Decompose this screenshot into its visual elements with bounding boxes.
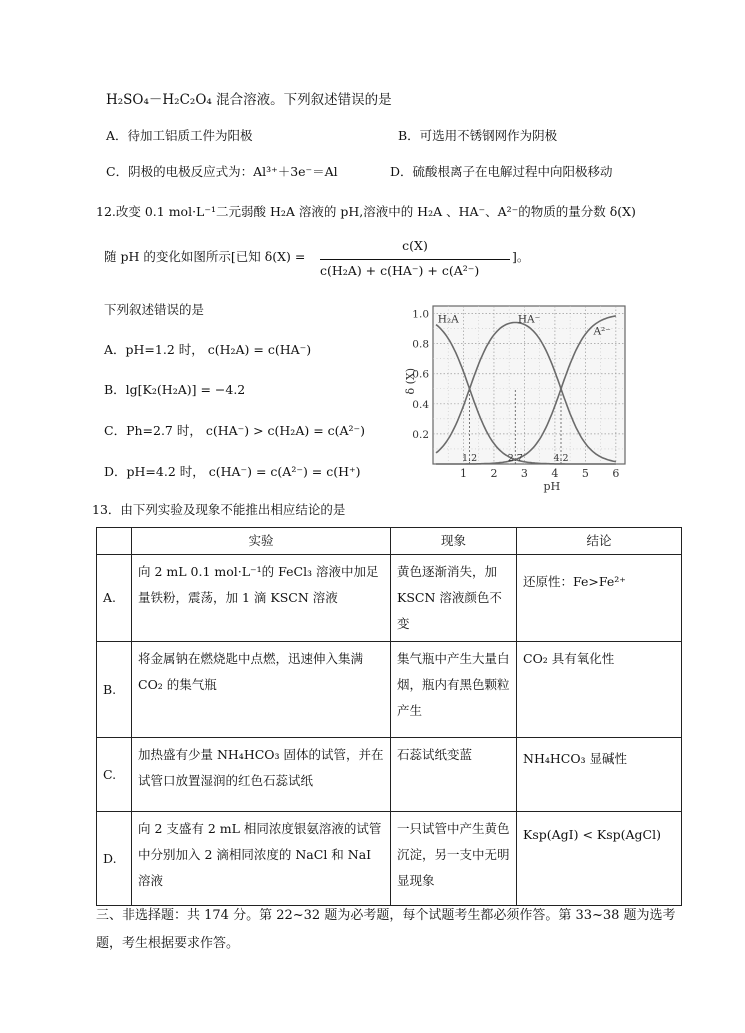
distribution-chart: [405, 300, 630, 500]
row-conclusion: CO₂ 具有氧化性: [517, 642, 682, 738]
series-label: HA⁻: [517, 313, 541, 326]
x-tick-label: 2: [490, 467, 498, 480]
y-tick-label: 1.0: [412, 308, 429, 321]
q12-stem-line2: 随 pH 的变化如图所示[已知 δ(X) =: [104, 249, 306, 264]
row-phenomenon: 黄色逐渐消失，加 KSCN 溶液颜色不变: [391, 555, 517, 642]
header-blank: [97, 528, 132, 555]
fraction-denominator: c(H₂A) + c(HA⁻) + c(A²⁻): [320, 263, 480, 278]
table-row: [97, 555, 682, 642]
fraction-numerator: c(X): [402, 238, 428, 253]
x-axis-label: pH: [543, 480, 561, 493]
annotation-label: 4.2: [553, 453, 569, 464]
row-experiment: 向 2 mL 0.1 mol·L⁻¹的 FeCl₃ 溶液中加足量铁粉，震荡，加 1 滴 KSCN 溶液: [132, 555, 391, 642]
table-row: [97, 812, 682, 906]
q12-option-d: D．pH=4.2 时， c(HA⁻) = c(A²⁻) = c(H⁺): [104, 464, 361, 479]
row-experiment: 向 2 支盛有 2 mL 相同浓度银氨溶液的试管中分别加入 2 滴相同浓度的 NaCl 和 NaI 溶液: [132, 812, 391, 906]
row-label: D.: [97, 812, 132, 906]
row-label: B.: [97, 642, 132, 738]
q12-option-b: B．lg[K₂(H₂A)] = −4.2: [104, 382, 246, 397]
annotation-label: 1.2: [462, 453, 478, 464]
row-conclusion: Ksp(AgI) < Ksp(AgCl): [517, 812, 682, 906]
y-axis-label: δ (X): [404, 367, 417, 395]
header-phenomenon: 现象: [391, 528, 517, 555]
table-header-row: [97, 528, 682, 555]
header-conclusion: 结论: [517, 528, 682, 555]
row-conclusion: NH₄HCO₃ 显碱性: [517, 738, 682, 812]
row-label: C.: [97, 738, 132, 812]
q11-option-b: B．可选用不锈钢网作为阴极: [398, 128, 558, 143]
row-label: A.: [97, 555, 132, 642]
x-tick-label: 6: [612, 467, 620, 480]
y-tick-label: 0.8: [412, 338, 429, 351]
q11-option-a: A．待加工铝质工件为阳极: [106, 128, 253, 143]
header-experiment: 实验: [132, 528, 391, 555]
q12-option-c: C．Ph=2.7 时， c(HA⁻) > c(H₂A) = c(A²⁻): [104, 423, 366, 438]
q11-option-d: D．硫酸根离子在电解过程中向阳极移动: [390, 164, 613, 179]
q12-prompt: 下列叙述错误的是: [104, 302, 205, 317]
q11-option-c: C．阴极的电极反应式为：Al³⁺＋3e⁻＝Al: [106, 164, 338, 179]
y-tick-label: 0.6: [412, 368, 429, 381]
fraction-bar: [320, 259, 510, 260]
table-row: [97, 738, 682, 812]
q11-intro: H₂SO₄－H₂C₂O₄ 混合溶液。下列叙述错误的是: [106, 92, 392, 108]
chart-svg: [405, 300, 630, 500]
x-tick-label: 5: [581, 467, 589, 480]
q12-stem-line1: 12.改变 0.1 mol·L⁻¹二元弱酸 H₂A 溶液的 pH,溶液中的 H₂A 、HA⁻、A²⁻的物质的量分数 δ(X): [96, 204, 636, 219]
row-conclusion: 还原性：Fe>Fe²⁺: [517, 555, 682, 642]
x-tick-label: 4: [551, 467, 559, 480]
section-three-instructions: 三、非选择题：共 174 分。第 22~32 题为必考题，每个试题考生都必须作答。第 33~38 题为选考题，考生根据要求作答。: [96, 908, 676, 951]
row-phenomenon: 一只试管中产生黄色沉淀，另一支中无明显现象: [391, 812, 517, 906]
table-row: [97, 642, 682, 738]
x-tick-label: 3: [520, 467, 528, 480]
y-tick-label: 0.2: [412, 428, 429, 441]
row-experiment: 加热盛有少量 NH₄HCO₃ 固体的试管，并在试管口放置湿润的红色石蕊试纸: [132, 738, 391, 812]
q12-stem-close: ]。: [512, 249, 530, 264]
q12-option-a: A．pH=1.2 时， c(H₂A) = c(HA⁻): [104, 342, 312, 357]
series-label: A²⁻: [593, 325, 611, 338]
row-phenomenon: 石蕊试纸变蓝: [391, 738, 517, 812]
experiment-table: [96, 527, 682, 906]
annotation-label: 2.7: [507, 453, 523, 464]
series-label: H₂A: [437, 313, 459, 326]
row-experiment: 将金属钠在燃烧匙中点燃，迅速伸入集满 CO₂ 的集气瓶: [132, 642, 391, 738]
q13-stem: 13．由下列实验及现象不能推出相应结论的是: [92, 502, 346, 517]
y-tick-label: 0.4: [412, 398, 429, 411]
row-phenomenon: 集气瓶中产生大量白烟，瓶内有黑色颗粒产生: [391, 642, 517, 738]
x-tick-label: 1: [459, 467, 467, 480]
